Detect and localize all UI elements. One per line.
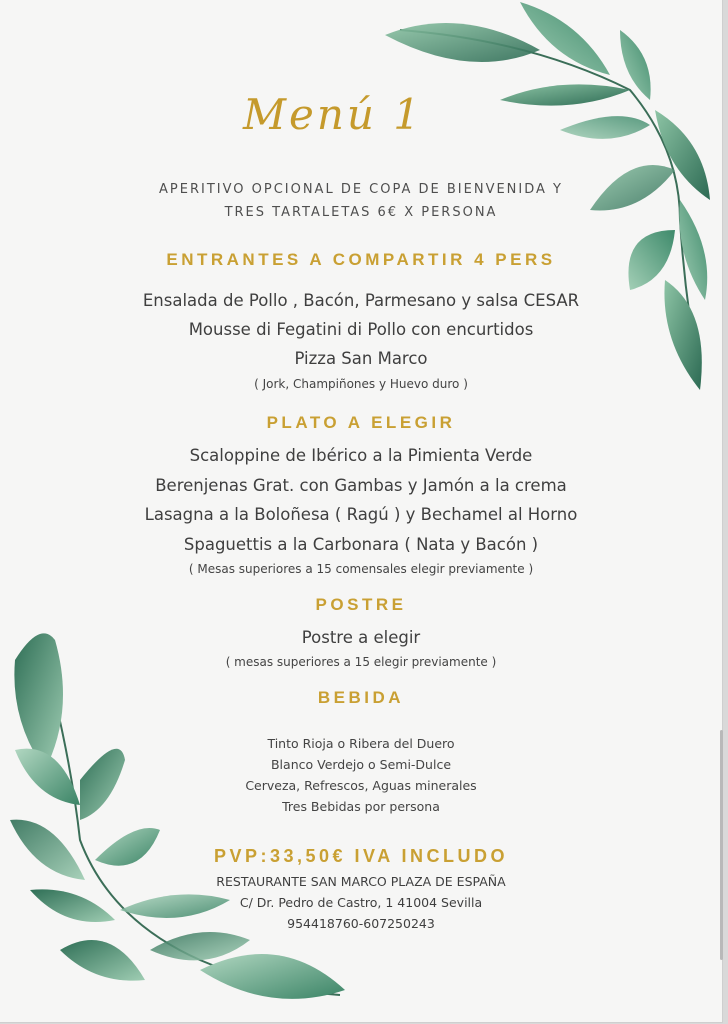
section-note: ( mesas superiores a 15 elegir previamente )	[225, 655, 497, 669]
intro-line-2: TRES TARTALETAS 6€ X PERSONA	[224, 205, 498, 220]
restaurant-address: C/ Dr. Pedro de Castro, 1 41004 Sevilla	[239, 895, 483, 910]
menu-item: Berenjenas Grat. con Gambas y Jamón a la crema	[155, 476, 567, 495]
price-line: PVP:33,50€ IVA INCLUDO	[213, 846, 509, 866]
scrollbar[interactable]	[720, 730, 723, 960]
section-heading-postre: POSTRE	[315, 595, 407, 614]
menu-title: Menú 1	[242, 90, 424, 139]
menu-item: Scaloppine de Ibérico a la Pimienta Verde	[189, 446, 533, 465]
section-note: ( Jork, Champiñones y Huevo duro )	[254, 377, 468, 391]
restaurant-phone: 954418760-607250243	[287, 916, 435, 931]
menu-item: Pizza San Marco	[294, 349, 428, 368]
menu-item: Postre a elegir	[301, 628, 421, 647]
leaf-branch-top-right-icon	[380, 0, 722, 400]
drink-item: Blanco Verdejo o Semi-Dulce	[270, 757, 452, 772]
drink-item: Tinto Rioja o Ribera del Duero	[267, 736, 455, 751]
section-heading-bebida: BEBIDA	[317, 688, 405, 707]
drink-item: Cerveza, Refrescos, Aguas minerales	[245, 778, 477, 793]
leaf-branch-bottom-left-icon	[0, 620, 360, 1022]
menu-item: Lasagna a la Boloñesa ( Ragú ) y Bechamel al Horno	[144, 505, 578, 524]
intro-line-1: APERITIVO OPCIONAL DE COPA DE BIENVENIDA Y	[159, 182, 563, 197]
menu-item: Mousse di Fegatini di Pollo con encurtidos	[188, 320, 534, 339]
menu-item: Ensalada de Pollo , Bacón, Parmesano y salsa CESAR	[142, 291, 580, 310]
section-heading-entrantes: ENTRANTES A COMPARTIR 4 PERS	[166, 250, 556, 269]
restaurant-name: RESTAURANTE SAN MARCO PLAZA DE ESPAÑA	[216, 874, 506, 889]
drink-item: Tres Bebidas por persona	[282, 799, 440, 814]
menu-item: Spaguettis a la Carbonara ( Nata y Bacón )	[183, 535, 539, 554]
section-note: ( Mesas superiores a 15 comensales elegir previamente )	[188, 562, 534, 576]
section-heading-plato: PLATO A ELEGIR	[266, 413, 456, 432]
